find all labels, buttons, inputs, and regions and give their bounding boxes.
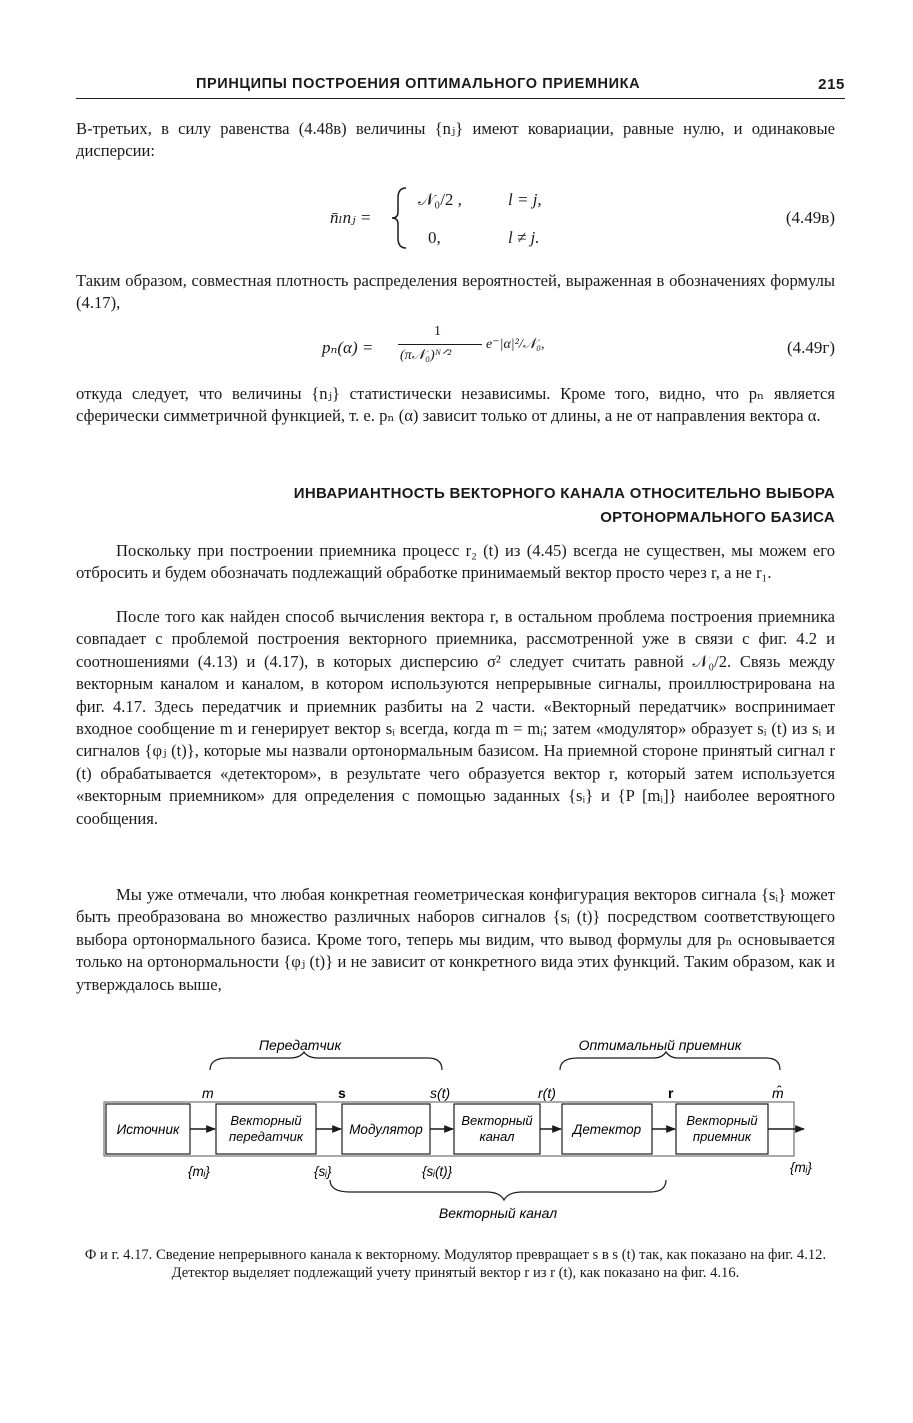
signal-s: s — [338, 1085, 346, 1101]
section-title-line-2: ОРТОНОРМАЛЬНОГО БАЗИСА — [600, 509, 835, 526]
set-s-t: {sᵢ(t)} — [422, 1164, 453, 1179]
paragraph-1: Поскольку при построении приемника процесс r₂ (t) из (4.45) всегда не существен, мы можем его отбросить и будем обозначать подлежащий обработке принимаемый вектор просто через r, а не r₁. — [76, 541, 835, 583]
page-number: 215 — [818, 76, 845, 93]
eq1-case1-value: 𝒩₀/2 , — [418, 190, 462, 209]
box-vector-channel-line-1: Векторный — [461, 1113, 533, 1128]
signal-r: r — [668, 1085, 674, 1101]
set-s: {sᵢ} — [314, 1164, 332, 1179]
eq2-numerator: 1 — [434, 324, 441, 339]
box-vector-transmitter-line-1: Векторный — [230, 1113, 302, 1128]
box-vector-receiver-line-1: Векторный — [686, 1113, 758, 1128]
box-source-label: Источник — [116, 1122, 180, 1137]
independence-paragraph: откуда следует, что величины {nⱼ} статистически независимы. Кроме того, видно, что pₙ является сферически симметричной функцией, т. е. pₙ (α) зависит только от длины, а не от направления вектора α. — [76, 384, 835, 426]
eq2-lhs: pₙ(α) = — [322, 338, 374, 357]
running-head — [76, 74, 845, 99]
eq1-case2-value: 0, — [428, 228, 441, 247]
paragraph-3: Мы уже отмечали, что любая конкретная геометрическая конфигурация векторов сигнала {sᵢ} может быть преобразована во множество различных наборов сигналов {sᵢ (t)} посредством соответствующего выбора ортонормального базиса. Кроме того, теперь мы видим, что вывод формулы для pₙ основывается только на ортонормальности {φⱼ (t)} и не зависит от конкретного вида этих функций. Таким образом, как и утверждалось выше, — [76, 885, 835, 994]
signal-s-t: s(t) — [430, 1085, 451, 1101]
brace-label-receiver: Оптимальный приемник — [578, 1037, 742, 1053]
intro-paragraph: В-третьих, в силу равенства (4.48в) величины {nⱼ} имеют ковариации, равные нулю, и одинаковые дисперсии: — [76, 119, 835, 161]
block-diagram — [60, 1030, 860, 1230]
eq1-number: (4.49в) — [785, 208, 835, 227]
box-vector-receiver-line-2: приемник — [692, 1129, 752, 1144]
section-title-line-1: ИНВАРИАНТНОСТЬ ВЕКТОРНОГО КАНАЛА ОТНОСИТЕЛЬНО ВЫБОРА — [293, 485, 835, 502]
eq2-number: (4.49г) — [786, 338, 835, 357]
eq1-lhs: n̄ₗnⱼ = — [330, 208, 372, 227]
brace-label-transmitter: Передатчик — [258, 1037, 342, 1053]
box-detector-label: Детектор — [572, 1122, 642, 1137]
signal-m-hat: m̂ — [772, 1085, 784, 1101]
density-paragraph: Таким образом, совместная плотность распределения вероятностей, выраженная в обозначениях формулы (4.17), — [76, 271, 835, 313]
figure-caption: Ф и г. 4.17. Сведение непрерывного канала к векторному. Модулятор превращает s в s (t) так, как показано на фиг. 4.12. Детектор выделяет подлежащий учету принятый вектор r из r (t), как показано на фиг. 4.16. — [84, 1247, 827, 1281]
set-m-out: {mᵢ} — [790, 1160, 812, 1175]
box-vector-channel-line-2: канал — [479, 1129, 515, 1144]
figure-4-17 — [60, 1030, 860, 1230]
eq2-denominator: (π𝒩₀)ᴺᐟ² — [400, 348, 452, 363]
eq1-brace — [390, 186, 410, 250]
eq2-exponential: e⁻|α|²/𝒩₀, — [486, 337, 545, 352]
eq1-case2-condition: l ≠ j. — [508, 228, 540, 247]
eq1-case1-condition: l = j, — [508, 190, 542, 209]
section-title — [155, 482, 835, 530]
eq2-fraction-bar — [398, 344, 482, 345]
signal-m: m — [202, 1085, 214, 1101]
running-head-title: ПРИНЦИПЫ ПОСТРОЕНИЯ ОПТИМАЛЬНОГО ПРИЕМНИКА — [196, 76, 641, 92]
brace-label-channel: Векторный канал — [438, 1205, 558, 1221]
brace-channel — [330, 1180, 666, 1200]
brace-transmitter — [210, 1052, 442, 1070]
box-modulator-label: Модулятор — [349, 1122, 423, 1137]
brace-receiver — [560, 1052, 780, 1070]
paragraph-2: После того как найден способ вычисления вектора r, в остальном проблема построения приемника совпадает с проблемой построения векторного приемника, рассмотренной уже в связи с фиг. 4.2 и соотношениями (4.13) и (4.17), в которых дисперсию σ² следует считать равной 𝒩₀/2. Связь между векторным каналом и каналом, в котором используются непрерывные сигналы, проиллюстрирована на фиг. 4.17. Здесь передатчик и приемник разбиты на 2 части. «Векторный передатчик» воспринимает входное сообщение m и генерирует вектор sᵢ всегда, когда m = mᵢ; затем «модулятор» образует sᵢ (t) из sᵢ и сигналов {φⱼ (t)}, которые мы назвали ортонормальным базисом. На приемной стороне принятый сигнал r (t) обрабатывается «детектором», в результате чего образуется вектор r, который затем используется «векторным приемником» для определения с помощью заданных {sᵢ} и {P [mᵢ]} наиболее вероятного сообщения. — [76, 607, 835, 828]
box-vector-transmitter-line-2: передатчик — [228, 1129, 304, 1144]
set-m: {mᵢ} — [188, 1164, 210, 1179]
signal-r-t: r(t) — [538, 1085, 556, 1101]
